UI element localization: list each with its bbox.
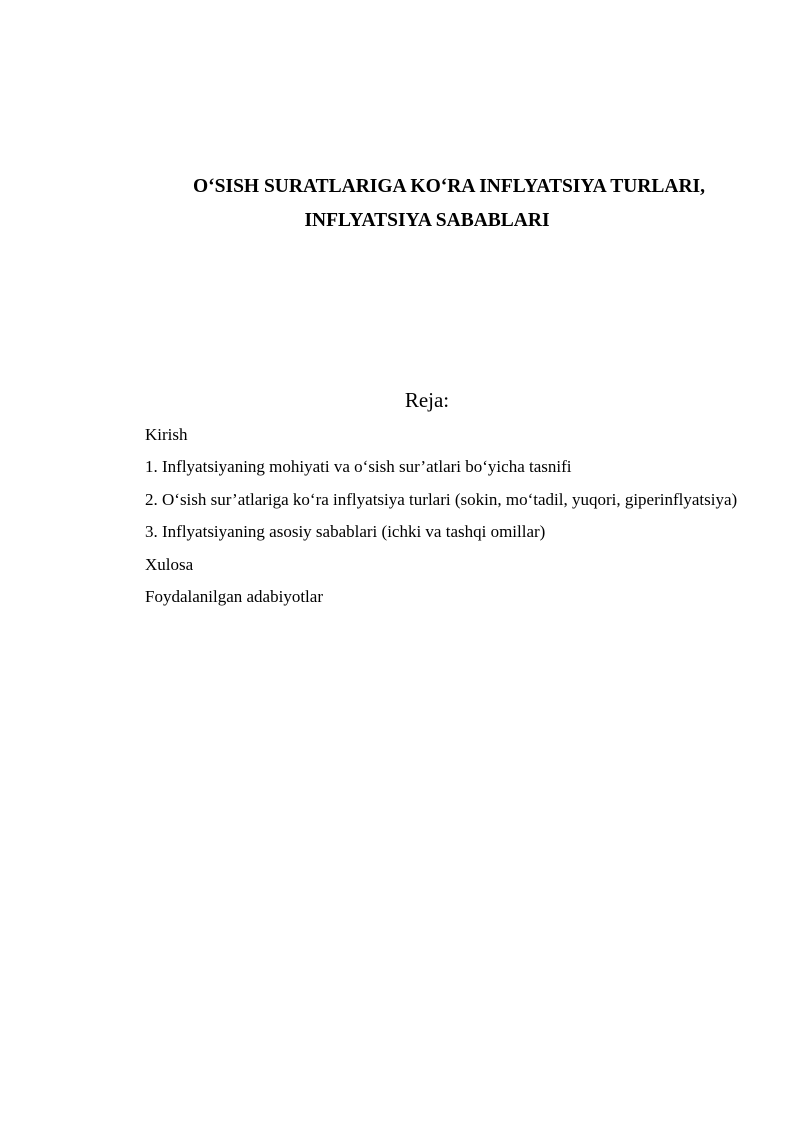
- plan-item-references: Foydalanilgan adabiyotlar: [145, 587, 323, 607]
- plan-item-3: 3. Inflyatsiyaning asosiy sabablari (ichki va tashqi omillar): [145, 522, 546, 542]
- document-title: [114, 170, 740, 238]
- plan-item-conclusion: Xulosa: [145, 554, 194, 574]
- title-line-2: INFLYATSIYA SABABLARI: [304, 210, 550, 231]
- plan-item-introduction: Kirish: [145, 425, 188, 444]
- plan-heading: Reja:: [404, 388, 450, 412]
- plan-item-2: 2. O‘sish sur’atlariga ko‘ra inflyatsiya turlari (sokin, mo‘tadil, yuqori, giperinflyatsiya): [145, 489, 738, 509]
- title-line-1: O‘SISH SURATLARIGA KO‘RA INFLYATSIYA TURLARI,: [192, 176, 706, 197]
- plan-item-1: 1. Inflyatsiyaning mohiyati va o‘sish sur’atlari bo‘yicha tasnifi: [145, 457, 572, 477]
- plan-list: [114, 419, 740, 613]
